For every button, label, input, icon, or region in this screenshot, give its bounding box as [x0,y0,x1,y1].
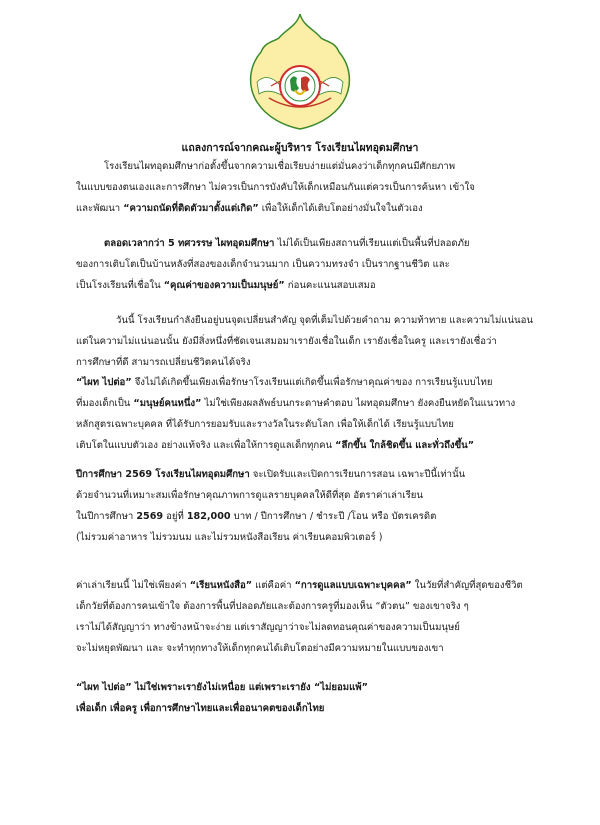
school-logo [243,12,357,130]
p3-line3: การศึกษาที่ดี สามารถเปลี่ยนชีวิตคนได้จริง [76,357,251,368]
emphasis-deeper-closer: “ลึกขึ้น ใกล้ชิดขึ้น และทั่วถึงขึ้น” [335,440,475,451]
p3-line2: แต่ในความไม่แน่นอนนั้น ยังมีสิ่งหนึ่งที่ชัดเจนเสมอมาเรายังเชื่อในเด็ก เรายังเชื่อในครู และเรายังเชื่อว่า [76,336,497,347]
p3-line1: วันนี้ โรงเรียนกำลังยืนอยู่บนจุดเปลี่ยนสำคัญ จุดที่เต็มไปด้วยคำถาม ความท้าทาย และความไม่แน่นอน [116,315,533,326]
p6-line4: จะไม่หยุดพัฒนา และ จะทำทุกทางให้เด็กทุกคนได้เติบโตอย่างมีความหมายในแบบของเขา [76,643,444,654]
p4-line2: ที่มองเด็กเป็น “มนุษย์คนหนึ่ง” ไม่ใช่เพียงผลลัพธ์บนกระดาษคำตอบ ไผทอุดมศึกษา ยังคงยืนหยัดในแนวทาง [76,398,516,409]
p5-line3-tuition: ในปีการศึกษา 2569 อยู่ที่ 182,000 บาท / ปีการศึกษา / ชำระปี /โอน หรือ บัตรเครดิต [76,511,437,522]
p5-line2: ด้วยจำนวนที่เหมาะสมเพื่อรักษาคุณภาพการดูแลรายบุคคลให้ดีที่สุด อัตราค่าเล่าเรียน [76,490,423,501]
tuition-amount: 182,000 [186,511,231,522]
p4-line3: หลักสูตรเฉพาะบุคคล ที่ได้รับการยอมรับและรางวัลในระดับโลก เพื่อให้เด็กได้ เรียนรู้แบบไทย [76,419,454,430]
p1-line2: ในแบบของตนเองและการศึกษา ไม่ควรเป็นการบังคับให้เด็กเหมือนกันแต่ควรเป็นการค้นหา เข้าใจ [76,182,475,193]
emphasis-innate-talent: “ความถนัดที่ติดตัวมาตั้งแต่เกิด” [123,203,259,214]
p6-line2: เด็กวัยที่ต้องการคนเข้าใจ ต้องการพื้นที่ปลอดภัยและต้องการครูที่มองเห็น “ตัวตน” ของเขาจริง ๆ [76,601,469,612]
emphasis-one-human: “มนุษย์คนหนึ่ง” [133,398,202,409]
p1-line3: และพัฒนา “ความถนัดที่ติดตัวมาตั้งแต่เกิด” เพื่อให้เด็กได้เติบโตอย่างมั่นใจในตัวเอง [76,203,423,214]
document-title: แถลงการณ์จากคณะผู้บริหาร โรงเรียนไผทอุดมศึกษา [181,142,419,154]
p6-line3: เราไม่ได้สัญญาว่า ทางข้างหน้าจะง่าย แต่เราสัญญาว่าจะไม่ลดทอนคุณค่าของความเป็นมนุษย์ [76,622,460,633]
p5-line1: ปีการศึกษา 2569 โรงเรียนไผทอุดมศึกษา จะเปิดรับและเปิดการเรียนการสอน เฉพาะปีนี้เท่านั้น [76,469,466,480]
school-emblem-icon [243,12,357,130]
p4-line4: เติบโตในแบบตัวเอง อย่างแท้จริง และเพื่อให้การดูแลเด็กทุกคน “ลึกขึ้น ใกล้ชิดขึ้น และทั่วถึงขึ้น” [76,440,475,451]
closing-line2: เพื่อเด็ก เพื่อครู เพื่อการศึกษาไทยและเพื่ออนาคตของเด็กไทย [76,703,325,714]
p5-line4: (ไม่รวมค่าอาหาร ไม่รวมนม และไม่รวมหนังสือเรียน ค่าเรียนคอมพิวเตอร์ ) [76,532,383,543]
emphasis-five-decades: ตลอดเวลากว่า 5 ทศวรรษ ไผทอุดมศึกษา [104,238,275,249]
emphasis-human-value: “คุณค่าของความเป็นมนุษย์” [163,280,285,291]
p2-line1: ตลอดเวลากว่า 5 ทศวรรษ ไผทอุดมศึกษา ไม่ได้เป็นเพียงสถานที่เรียนแต่เป็นพื้นที่ปลอดภัย [104,238,470,249]
p6-line1: ค่าเล่าเรียนนี้ ไม่ใช่เพียงค่า “เรียนหนังสือ” แต่คือค่า “การดูแลแบบเฉพาะบุคคล” ในวัยที่สำคัญที่สุดของชีวิต [76,580,523,591]
emphasis-phaithai-continue: “ไผท ไปต่อ” [76,377,132,388]
p2-line2: ของการเติบโตเป็นบ้านหลังที่สองของเด็กจำนวนมาก เป็นความทรงจำ เป็นรากฐานชีวิต และ [76,259,450,270]
p2-line3: เป็นโรงเรียนที่เชื่อใน “คุณค่าของความเป็นมนุษย์” ก่อนคะแนนสอบเสมอ [76,280,376,291]
emphasis-academic-year: ปีการศึกษา 2569 โรงเรียนไผทอุดมศึกษา [76,469,250,480]
closing-line1: “ไผท ไปต่อ” ไม่ใช่เพราะเรายังไม่เหนื่อย แต่เพราะเรายัง “ไม่ยอมแพ้” [76,682,368,693]
p1-line1: โรงเรียนไผทอุดมศึกษาก่อตั้งขึ้นจากความเชื่อเรียบง่ายแต่มั่นคงว่าเด็กทุกคนมีศักยภาพ [104,161,456,172]
p4-line1: “ไผท ไปต่อ” จึงไม่ได้เกิดขึ้นเพียงเพื่อรักษาโรงเรียนแต่เกิดขึ้นเพื่อรักษาคุณค่าของ การเรียนรู้แบบไทย [76,377,493,388]
